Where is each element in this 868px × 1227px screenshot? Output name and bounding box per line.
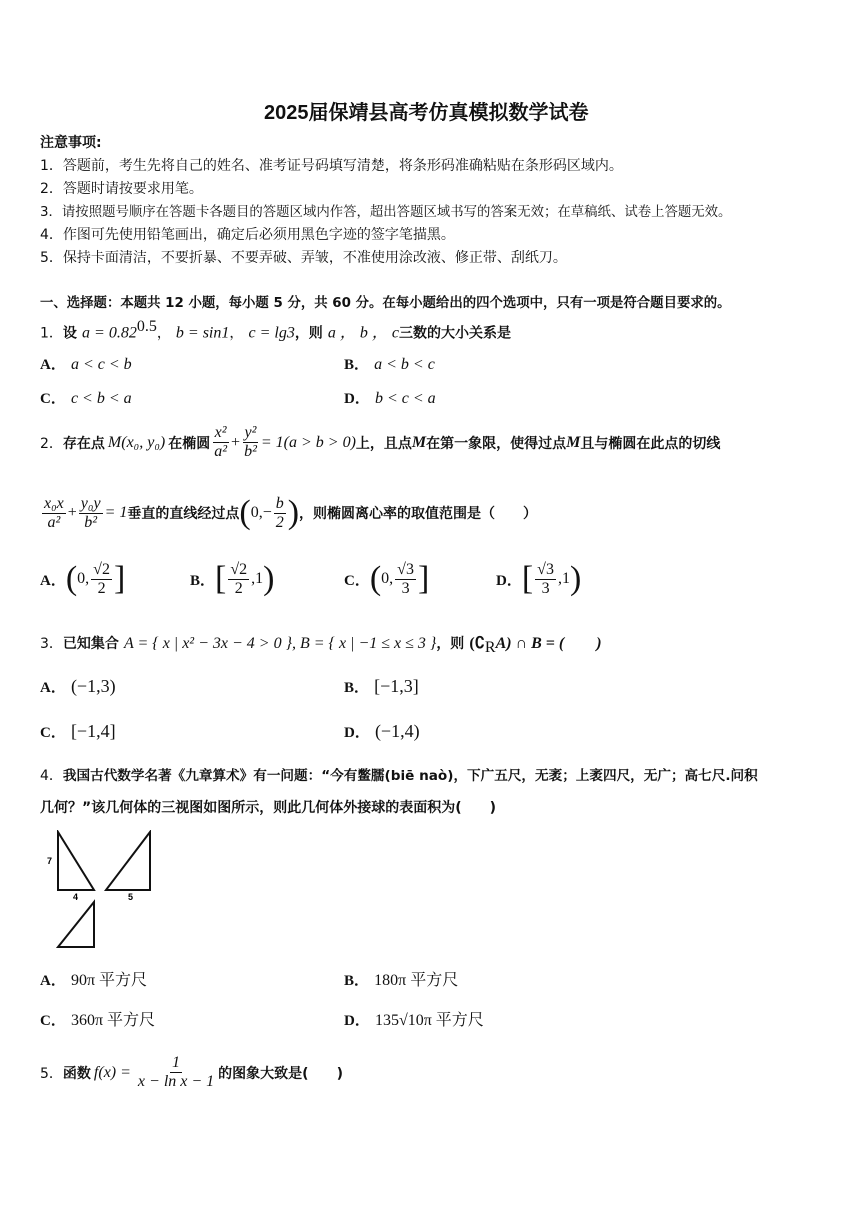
notice-item-4: 4．作图可先使用铅笔画出，确定后必须用黑色字迹的签字笔描黑。 xyxy=(40,227,455,243)
notice-item-2: 2．答题时请按要求用笔。 xyxy=(40,181,203,197)
ellipse-x-term: $\frac{\text{x²}}{\text{a²}}$ xyxy=(214,424,228,460)
option-b[interactable]: B． 180π 平方尺 xyxy=(344,972,459,989)
point-m: M(x₀, y₀) xyxy=(107,433,166,451)
label-height: 7 xyxy=(47,856,53,866)
q1-c: c = lg3 xyxy=(248,324,295,342)
page-title: 2025届保靖县高考仿真模拟数学试卷 xyxy=(264,102,589,124)
option-d[interactable]: D． [ $\frac{√3}{3}$ ,1 ) xyxy=(496,560,582,597)
function-fraction: $\frac{1}{\text{x − ln x − 1}}$ xyxy=(137,1054,215,1090)
set-definitions: A = { x | x² − 3x − 4 > 0 }, B = { x | −1 ≤ x ≤ 3 } xyxy=(124,635,437,652)
option-a[interactable]: A． ( 0, $\frac{√2}{2}$ ] xyxy=(40,560,126,597)
question-number: 5． xyxy=(40,1065,63,1082)
ellipse-y-term: $\frac{\text{y²}}{\text{b²}}$ xyxy=(244,424,257,460)
question-4-line-2: 几何？”该几何体的三视图如图所示，则此几何体外接球的表面积为( ) xyxy=(40,800,496,816)
option-d[interactable]: D． b < c < a xyxy=(344,390,436,407)
option-b[interactable]: B． [−1,3] xyxy=(344,676,419,696)
question-2-line-2: $\frac{\text{x₀x}}{\text{a²}}$ + $\frac{\text{y₀y}}{\text{b²}}$ = 1 垂直的直线经过点 ( 0,− $\frac{b}{2}$ ) ，则椭圆离心率的取值范围是（ ） xyxy=(44,494,538,531)
question-number: 3． xyxy=(40,636,63,652)
option-b[interactable]: B． a < b < c xyxy=(344,356,435,373)
three-view-figure xyxy=(44,830,160,950)
option-c[interactable]: C． [−1,4] xyxy=(40,721,116,741)
top-view-triangle xyxy=(58,902,94,947)
notice-item-1: 1．答题前，考生先将自己的姓名、准考证号码填写清楚，将条形码准确粘贴在条形码区域内。 xyxy=(40,158,623,174)
option-d[interactable]: D． (−1,4) xyxy=(344,721,420,741)
question-number: 2． xyxy=(40,435,63,452)
label-side-width: 5 xyxy=(128,892,134,902)
option-c[interactable]: C． c < b < a xyxy=(40,390,132,407)
question-number: 4． xyxy=(40,768,63,784)
option-a[interactable]: A． a < c < b xyxy=(40,356,132,373)
option-a[interactable]: A． (−1,3) xyxy=(40,676,116,696)
option-c[interactable]: C． 360π 平方尺 xyxy=(40,1012,156,1029)
option-d[interactable]: D． 135√10π 平方尺 xyxy=(344,1012,484,1029)
option-b[interactable]: B． [ $\frac{√2}{2}$ ,1 ) xyxy=(190,560,275,597)
q1-a: a = 0.82 xyxy=(82,324,137,342)
question-3: 3．已知集合 A = { x | x² − 3x − 4 > 0 }, B = { x | −1 ≤ x ≤ 3 }，则 $(∁_RA)$ ∩ B = ( ) xyxy=(40,635,602,657)
option-a[interactable]: A． 90π 平方尺 xyxy=(40,972,148,989)
label-front-width: 4 xyxy=(73,892,79,902)
question-number: 1． xyxy=(40,325,63,342)
question-4: 4．我国古代数学名著《九章算术》有一问题：“今有鳖臑(biē naò)，下广五尺，无袤；上袤四尺，无广；高七尺.问积 xyxy=(40,768,758,784)
question-2: 2． 存在点 M(x₀, y₀) 在椭圆 $\frac{\text{x²}}{\text{a²}}$ + $\frac{\text{y²}}{\text{b²}}$ = 1(a > b > 0) 上，且点 M 在第一象限，使得过点 M 且与椭圆在此点的切线 xyxy=(40,424,721,460)
question-5: 5． 函数 f(x) = $\frac{1}{\text{x − ln x − 1}}$ 的图象大致是( ) xyxy=(40,1054,343,1090)
option-c[interactable]: C． ( 0, $\frac{√3}{3}$ ] xyxy=(344,560,430,597)
q1-b: b = sin1 xyxy=(175,324,230,342)
notice-item-3: 3．请按照题号顺序在答题卡各题目的答题区域内作答，超出答题区域书写的答案无效；在草稿纸、试卷上答题无效。 xyxy=(40,205,732,220)
section-heading: 一、选择题：本题共 12 小题，每小题 5 分，共 60 分。在每小题给出的四个选项中，只有一项是符合题目要求的。 xyxy=(40,296,731,311)
notice-heading: 注意事项: xyxy=(40,135,102,151)
front-view-triangle xyxy=(58,832,94,890)
side-view-triangle xyxy=(106,832,150,890)
notice-item-5: 5．保持卡面清洁，不要折暴、不要弄破、弄皱，不准使用涂改液、修正带、刮纸刀。 xyxy=(40,250,567,266)
question-1: 1．设 $a = 0.82^{0.5}$， b = sin1， c = lg3，则 a ， b ， c三数的大小关系是 xyxy=(40,318,512,342)
